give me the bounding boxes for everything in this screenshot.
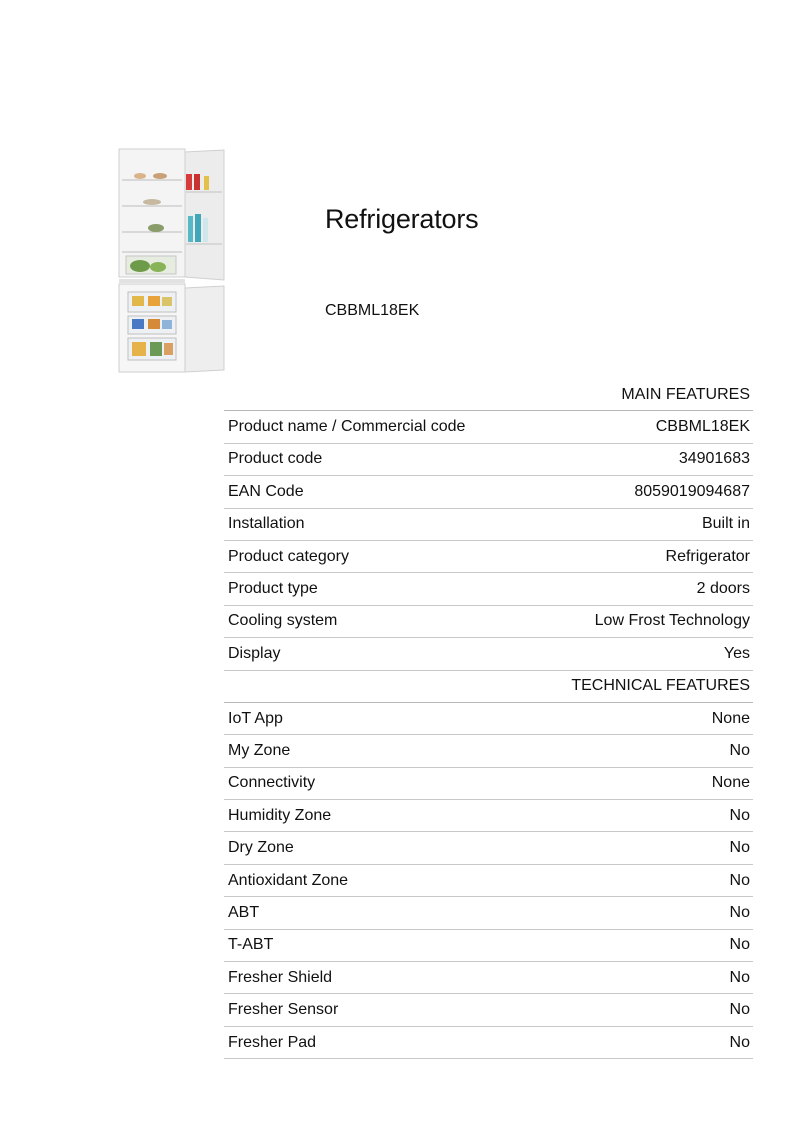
section-heading-main-features	[224, 379, 753, 411]
spec-label: Product code	[228, 450, 323, 468]
spec-row	[224, 1027, 753, 1059]
spec-row	[224, 606, 753, 638]
spec-table	[224, 379, 753, 1059]
spec-value: No	[729, 741, 750, 759]
spec-label: Antioxidant Zone	[228, 871, 349, 889]
spec-value: No	[729, 903, 750, 921]
model-code: CBBML18EK	[325, 302, 420, 319]
spec-value: CBBML18EK	[655, 418, 750, 436]
spec-row	[224, 509, 753, 541]
spec-value: None	[711, 774, 750, 792]
spec-row	[224, 703, 753, 735]
spec-label: T-ABT	[228, 936, 274, 954]
spec-row	[224, 800, 753, 832]
spec-label: Product type	[228, 580, 318, 598]
spec-label: Humidity Zone	[228, 806, 332, 824]
spec-label: ABT	[228, 903, 260, 921]
spec-row	[224, 476, 753, 508]
spec-label: Connectivity	[228, 774, 316, 792]
spec-label: EAN Code	[228, 482, 304, 500]
spec-value: 8059019094687	[634, 482, 750, 500]
page-title: Refrigerators	[325, 204, 479, 234]
spec-value: No	[729, 968, 750, 986]
spec-row	[224, 930, 753, 962]
section-heading-label: TECHNICAL FEATURES	[571, 677, 750, 695]
spec-value: No	[729, 936, 750, 954]
spec-row	[224, 541, 753, 573]
section-heading-technical-features	[224, 671, 753, 703]
spec-row	[224, 573, 753, 605]
spec-row	[224, 768, 753, 800]
spec-value: 2 doors	[696, 580, 750, 598]
spec-label: Dry Zone	[228, 839, 294, 857]
spec-label: Fresher Shield	[228, 968, 333, 986]
spec-label: Product name / Commercial code	[228, 418, 466, 436]
spec-value: No	[729, 806, 750, 824]
spec-label: Product category	[228, 547, 349, 565]
spec-value: No	[729, 871, 750, 889]
spec-row	[224, 735, 753, 767]
spec-row	[224, 638, 753, 670]
spec-row	[224, 962, 753, 994]
spec-value: 34901683	[678, 450, 750, 468]
spec-row	[224, 994, 753, 1026]
spec-value: None	[711, 709, 750, 727]
spec-label: IoT App	[228, 709, 283, 727]
spec-label: My Zone	[228, 741, 291, 759]
spec-value: No	[729, 1001, 750, 1019]
section-heading-label: MAIN FEATURES	[621, 385, 750, 403]
spec-label: Cooling system	[228, 612, 338, 630]
spec-row	[224, 832, 753, 864]
fridge-product-image	[118, 148, 226, 374]
spec-label: Fresher Pad	[228, 1033, 317, 1051]
spec-row	[224, 444, 753, 476]
spec-label: Display	[228, 644, 281, 662]
spec-label: Fresher Sensor	[228, 1001, 339, 1019]
spec-value: Refrigerator	[665, 547, 750, 565]
spec-label: Installation	[228, 515, 305, 533]
spec-row	[224, 865, 753, 897]
spec-value: No	[729, 1033, 750, 1051]
spec-value: No	[729, 839, 750, 857]
spec-row	[224, 897, 753, 929]
spec-value: Built in	[701, 515, 750, 533]
spec-row	[224, 411, 753, 443]
spec-value: Yes	[723, 644, 750, 662]
spec-value: Low Frost Technology	[594, 612, 750, 630]
